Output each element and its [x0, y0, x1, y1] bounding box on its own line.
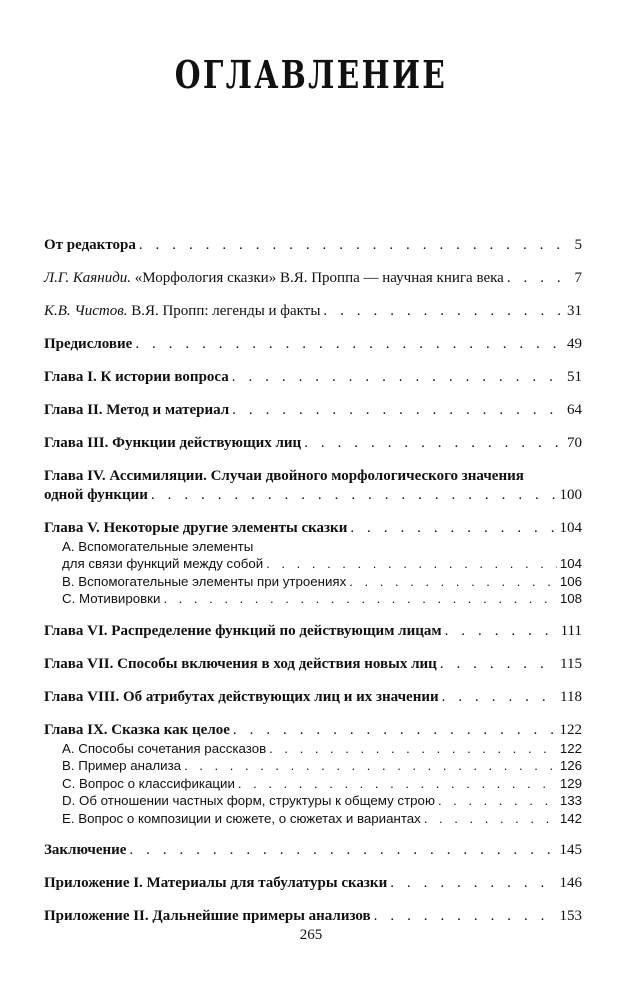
toc-entry-conclusion[interactable]: [44, 841, 582, 860]
toc-entry-chapter-3[interactable]: [44, 434, 582, 453]
dot-leader: [269, 740, 557, 758]
dot-leader: [438, 792, 557, 810]
dot-leader: [233, 721, 557, 740]
toc-subentry[interactable]: [44, 573, 582, 591]
toc-entry-chapter-1[interactable]: [44, 368, 582, 387]
toc-entry-page: 118: [560, 688, 582, 705]
toc-entry-page: 115: [560, 655, 582, 672]
dot-leader: [304, 434, 564, 453]
toc-subentry-title: В. Пример анализа: [62, 758, 182, 773]
toc-subentry-page: 133: [559, 793, 582, 808]
dot-leader: [151, 486, 557, 505]
toc-entry-title: Глава V. Некоторые другие элементы сказки: [44, 520, 348, 536]
toc-entry-editor[interactable]: [44, 236, 582, 255]
toc-entry-page: 64: [567, 402, 582, 418]
toc-entry-page: 49: [567, 336, 582, 352]
toc-entry-page: 70: [567, 435, 582, 451]
toc-subentry-page: 129: [559, 775, 582, 791]
dot-leader: [424, 810, 557, 828]
toc-subentry[interactable]: [44, 792, 582, 810]
toc-entry-title: Глава VII. Способы включения в ход действия новых лиц: [44, 655, 437, 672]
toc-subentry-title: D. Об отношении частных форм, структуры к общему строю: [62, 793, 435, 808]
toc-entry-title: Глава VI. Распределение функций по действующим лицам: [44, 622, 442, 639]
toc-entry-chapter-5[interactable]: [44, 519, 582, 608]
dot-leader: [129, 841, 556, 860]
toc-entry-title: [44, 302, 320, 321]
toc-subentry[interactable]: [44, 757, 582, 775]
dot-leader: [445, 622, 558, 641]
toc-entry-title: Глава III. Функции действующих лиц: [44, 435, 302, 451]
dot-leader: [374, 907, 557, 926]
page-title: ОГЛАВЛЕНИЕ: [174, 52, 448, 97]
toc-subentry-title: В. Вспомогательные элементы при утроениях: [62, 573, 347, 589]
toc-entry-chapter-4[interactable]: [44, 467, 582, 505]
dot-leader: [139, 236, 572, 255]
toc-entry-page: 51: [567, 369, 582, 385]
toc-subentry-page: 104: [559, 556, 582, 571]
dot-leader: [440, 655, 557, 674]
toc-subentry[interactable]: [44, 590, 582, 608]
toc-subentry-title: С. Вопрос о классификации: [62, 775, 235, 791]
toc-entry-chapter-9[interactable]: [44, 721, 582, 828]
dot-leader: [442, 688, 557, 707]
toc-entry-page: 146: [559, 875, 582, 891]
toc-entry-title: Приложение I. Материалы для табулатуры сказки: [44, 875, 388, 891]
toc-entry-title-text: В.Я. Пропп: легенды и факты: [131, 303, 321, 319]
toc-entry-page: 5: [574, 237, 582, 253]
dot-leader: [390, 874, 556, 893]
toc-entry-title: Глава II. Метод и материал: [44, 402, 230, 418]
toc-subentry-page: 122: [559, 740, 582, 756]
table-of-contents: [44, 236, 582, 940]
toc-entry-page: 100: [559, 487, 582, 503]
toc-subentry-page: 126: [559, 758, 582, 773]
toc-entry-page: 31: [567, 303, 582, 319]
toc-subentry-title: для связи функций между собой: [62, 556, 264, 571]
dot-leader: [135, 335, 564, 354]
toc-subentry-title: С. Мотивировки: [62, 591, 161, 606]
toc-subentry-page: 106: [559, 573, 582, 589]
toc-entry-page: 111: [560, 622, 582, 639]
dot-leader: [238, 775, 557, 793]
toc-entry-title-line1: Глава IV. Ассимиляции. Случаи двойного морфологического значения: [44, 468, 524, 484]
dot-leader: [184, 757, 557, 775]
toc-subentry-page: 108: [559, 591, 582, 606]
toc-entry-kayanidi[interactable]: [44, 269, 582, 288]
dot-leader: [232, 401, 564, 420]
toc-entry-appendix-1[interactable]: [44, 874, 582, 893]
toc-entry-title: Глава I. К истории вопроса: [44, 369, 229, 385]
toc-subentry[interactable]: [44, 740, 582, 758]
dot-leader: [507, 269, 572, 288]
toc-entry-appendix-2[interactable]: [44, 907, 582, 926]
toc-entry-page: 7: [574, 270, 582, 286]
toc-subentry[interactable]: [44, 775, 582, 793]
dot-leader: [163, 590, 556, 608]
toc-subentry[interactable]: [44, 555, 582, 573]
toc-subentry-title: Е. Вопрос о композиции и сюжете, о сюжетах и вариантах: [62, 810, 421, 826]
toc-subentry-line1: А. Вспомогательные элементы: [62, 539, 254, 554]
toc-entry-author: Л.Г. Каяниди.: [44, 270, 132, 286]
page-number: 265: [299, 927, 323, 943]
toc-entry-page: 153: [559, 908, 582, 924]
toc-entry-chapter-7[interactable]: [44, 655, 582, 674]
toc-entry-title: От редактора: [44, 237, 136, 253]
toc-entry-author: К.В. Чистов.: [44, 303, 128, 319]
toc-entry-title: [44, 269, 504, 288]
toc-entry-preface[interactable]: [44, 335, 582, 354]
dot-leader: [232, 368, 564, 387]
toc-subentry-page: 142: [559, 810, 582, 826]
toc-entry-page: 122: [559, 721, 582, 738]
dot-leader: [349, 573, 557, 591]
toc-entry-title-line2: одной функции: [44, 487, 148, 503]
toc-subentry-title: А. Способы сочетания рассказов: [62, 740, 267, 756]
toc-entry-chapter-6[interactable]: [44, 622, 582, 641]
dot-leader: [323, 302, 564, 321]
toc-entry-title: Приложение II. Дальнейшие примеры анализов: [44, 908, 371, 924]
toc-entry-title: Глава VIII. Об атрибутах действующих лиц и их значении: [44, 688, 439, 705]
toc-entry-title: Заключение: [44, 842, 127, 858]
toc-entry-chapter-8[interactable]: [44, 688, 582, 707]
toc-subentry[interactable]: [44, 810, 582, 828]
toc-entry-chapter-2[interactable]: [44, 401, 582, 420]
toc-entry-title-text: «Морфология сказки» В.Я. Проппа — научная книга века: [134, 270, 504, 286]
toc-entry-page: 145: [559, 842, 582, 858]
toc-entry-chistov[interactable]: [44, 302, 582, 321]
toc-entry-page: 104: [559, 520, 582, 536]
toc-entry-title: Глава IX. Сказка как целое: [44, 721, 230, 738]
dot-leader: [266, 555, 557, 573]
toc-entry-title: Предисловие: [44, 336, 133, 352]
dot-leader: [350, 519, 556, 538]
